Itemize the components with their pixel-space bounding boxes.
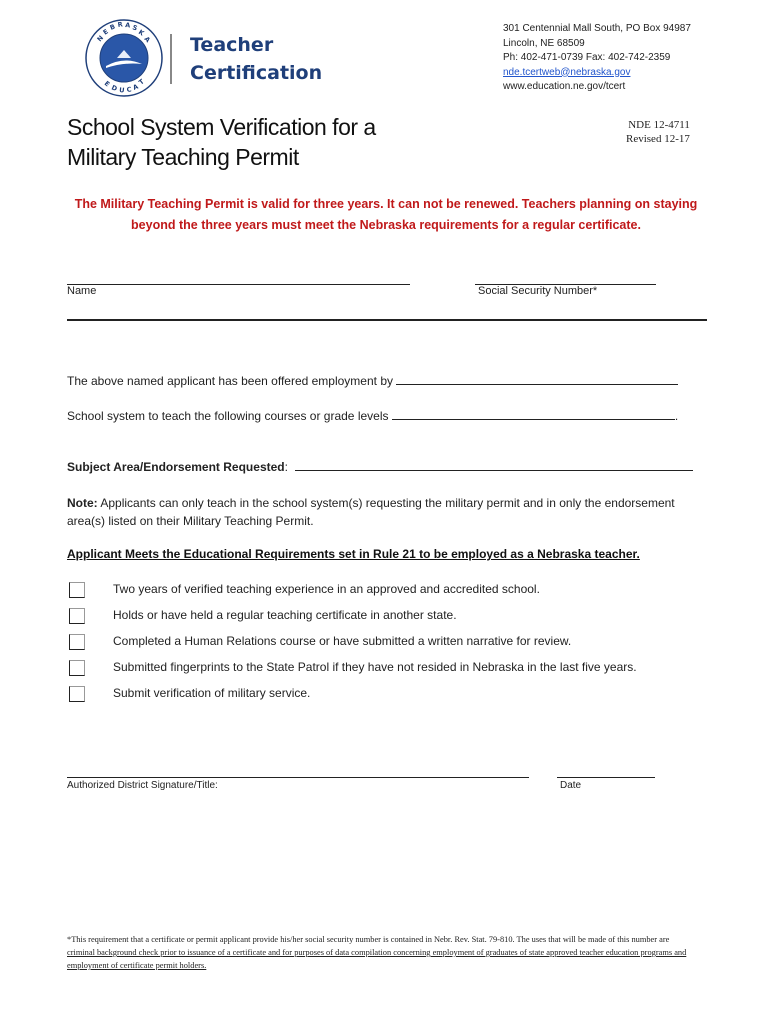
checkbox-teaching-experience[interactable] (69, 582, 85, 598)
form-code: NDE 12-4711 (628, 119, 690, 131)
svg-text:R: R (117, 20, 124, 29)
subject-field[interactable] (295, 460, 693, 471)
email-link[interactable]: nde.tcertweb@nebraska.gov (503, 66, 631, 78)
courses-row: School system to teach the following courses or grade levels . (67, 409, 679, 423)
form-revised: Revised 12-17 (626, 133, 690, 145)
svg-text:N: N (95, 33, 106, 44)
department-name-line1: Teacher (190, 34, 274, 56)
name-label: Name (67, 285, 97, 297)
title-line2: Military Teaching Permit (67, 144, 299, 170)
address: 301 Centennial Mall South, PO Box 94987 (503, 23, 691, 34)
courses-field[interactable] (392, 409, 675, 420)
svg-text:E: E (101, 27, 110, 37)
date-line[interactable] (557, 777, 655, 778)
checklist-item-label: Submit verification of military service. (113, 686, 311, 700)
header-divider (170, 34, 172, 84)
checkbox-regular-certificate[interactable] (69, 608, 85, 624)
svg-text:B: B (108, 22, 117, 32)
validity-warning: The Military Teaching Permit is valid for three years. It can not be renewed. Teachers planning on staying beyond the three years must meet the Nebraska requirements for a regular certificate. (74, 197, 698, 232)
name-line[interactable] (67, 284, 410, 285)
page-title (67, 112, 376, 172)
department-name-line2: Certification (190, 62, 323, 84)
ssn-label: Social Security Number* (478, 285, 598, 297)
footnote-uses: criminal background check prior to issuance of a certificate and for purposes of data compilation concerning employment of graduates of state approved teacher education programs and employment of certificate permit holders. (67, 948, 687, 970)
svg-text:D: D (110, 83, 119, 94)
signature-line[interactable] (67, 777, 529, 778)
signature-label: Authorized District Signature/Title: (67, 780, 218, 791)
svg-text:C: C (126, 85, 133, 94)
svg-text:E: E (102, 79, 112, 89)
svg-text:U: U (118, 86, 125, 95)
note-label: Note: (67, 496, 98, 510)
nde-seal-logo (84, 18, 164, 98)
checklist-item-label: Holds or have held a regular teaching certificate in another state. (113, 608, 457, 622)
svg-text:T: T (137, 77, 146, 87)
checklist-item-label: Two years of verified teaching experience in an approved and accredited school. (113, 582, 540, 596)
phone-fax: Ph: 402-471-0739 Fax: 402-742-2359 (503, 52, 671, 63)
svg-text:K: K (136, 28, 146, 38)
section-rule (67, 319, 707, 321)
requirements-heading: Applicant Meets the Educational Requirements set in Rule 21 to be employed as a Nebraska teacher. (67, 547, 640, 561)
checkbox-fingerprints[interactable] (69, 660, 85, 676)
date-label: Date (560, 780, 582, 791)
ssn-footnote (67, 933, 697, 972)
employment-row (67, 374, 678, 388)
checkbox-military-service[interactable] (69, 686, 85, 702)
website[interactable]: www.education.ne.gov/tcert (503, 81, 626, 92)
subject-row: Subject Area/Endorsement Requested: (67, 460, 693, 474)
svg-text:A: A (124, 21, 131, 30)
courses-text: School system to teach the following courses or grade levels (67, 409, 389, 423)
checklist-item-label: Completed a Human Relations course or have submitted a written narrative for review. (113, 634, 572, 648)
employment-text: The above named applicant has been offered employment by (67, 374, 393, 388)
svg-text:A: A (131, 82, 140, 92)
note-paragraph (67, 494, 707, 530)
checklist-item-label: Submitted fingerprints to the State Patrol if they have not resided in Nebraska in the last five years. (113, 660, 637, 674)
footnote-text: *This requirement that a certificate or permit applicant provide his/her social security number is contained in Nebr. Rev. Stat. 79-810. The uses that will be made of this number are (67, 935, 670, 944)
employer-field[interactable] (396, 374, 678, 385)
form-number (626, 118, 690, 146)
city: Lincoln, NE 68509 (503, 37, 585, 49)
contact-block (503, 22, 691, 95)
note-text: Applicants can only teach in the school system(s) requesting the military permit and in only the endorsement area(s) listed on their Military Teaching Permit. (67, 496, 675, 528)
svg-text:A: A (142, 34, 152, 45)
subject-label: Subject Area/Endorsement Requested (67, 460, 285, 474)
title-line1: School System Verification for a (67, 114, 376, 140)
checkbox-human-relations[interactable] (69, 634, 85, 650)
svg-text:S: S (131, 23, 139, 33)
